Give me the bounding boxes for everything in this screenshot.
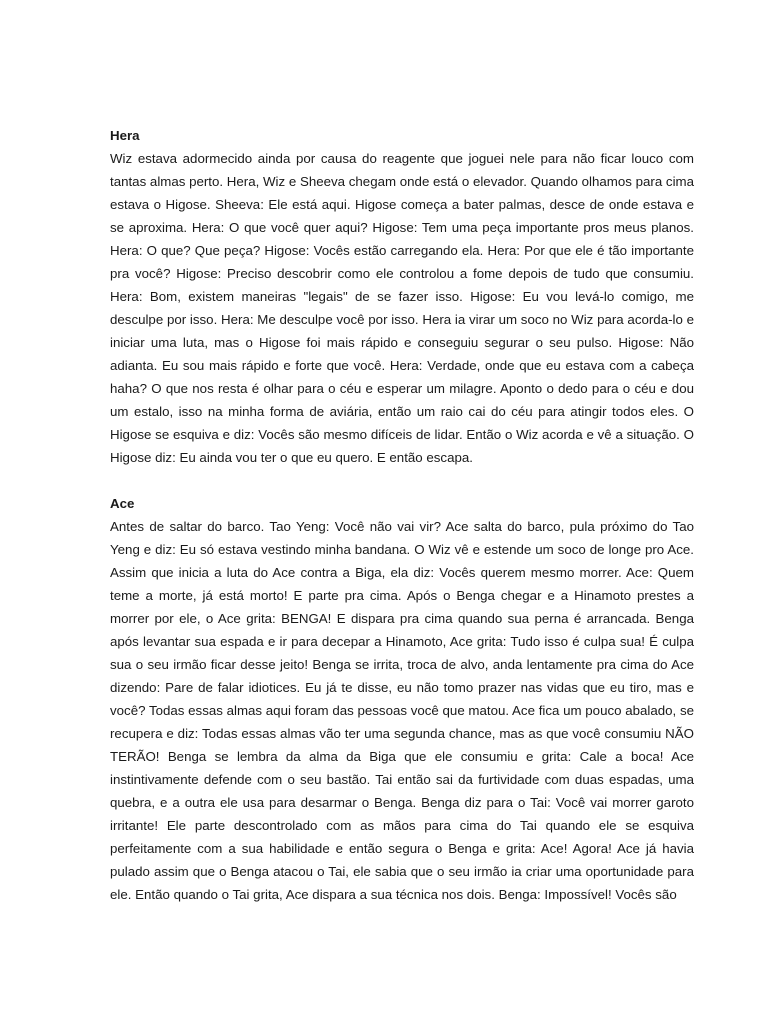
section-ace	[110, 492, 694, 906]
section-hera	[110, 124, 694, 469]
section-body-ace: Antes de saltar do barco. Tao Yeng: Você não vai vir? Ace salta do barco, pula próximo do Tao Yeng e diz: Eu só estava vestindo minha bandana. O Wiz vê e estende um soco de longe pro Ace. Assim que inicia a luta do Ace contra a Biga, ela diz: Vocês querem mesmo morrer. Ace: Quem teme a morte, já está morto! E parte pra cima. Após o Benga chegar e a Hinamoto prestes a morrer por ele, o Ace grita: BENGA! E dispara pra cima quando sua perna é arrancada. Benga após levantar sua espada e ir para decepar a Hinamoto, Ace grita: Tudo isso é culpa sua! É culpa sua o seu irmão ficar desse jeito! Benga se irrita, troca de alvo, anda lentamente pra cima do Ace dizendo: Pare de falar idiotices. Eu já te disse, eu não tomo prazer nas vidas que eu tiro, mas e você? Todas essas almas aqui foram das pessoas você que matou. Ace fica um pouco abalado, se recupera e diz: Todas essas almas vão ter uma segunda chance, mas as que você consumiu NÃO TERÃO! Benga se lembra da alma da Biga que ele consumiu e grita: Cale a boca! Ace instintivamente defende com o seu bastão. Tai então sai da furtividade com duas espadas, uma quebra, e a outra ele usa para desarmar o Benga. Benga diz para o Tai: Você vai morrer garoto irritante! Ele parte descontrolado com as mãos para cima do Tai quando ele se esquiva perfeitamente com a sua habilidade e então segura o Benga e grita: Ace! Agora! Ace já havia pulado assim que o Benga atacou o Tai, ele sabia que o seu irmão ia criar uma oportunidade para ele. Então quando o Tai grita, Ace dispara a sua técnica nos dois. Benga: Impossível! Vocês são	[110, 519, 694, 902]
section-body-hera: Wiz estava adormecido ainda por causa do reagente que joguei nele para não ficar louco com tantas almas perto. Hera, Wiz e Sheeva chegam onde está o elevador. Quando olhamos para cima estava o Higose. Sheeva: Ele está aqui. Higose começa a bater palmas, desce de onde estava e se aproxima. Hera: O que você quer aqui? Higose: Tem uma peça importante pros meus planos. Hera: O que? Que peça? Higose: Vocês estão carregando ela. Hera: Por que ele é tão importante pra você? Higose: Preciso descobrir como ele controlou a fome depois de tudo que consumiu. Hera: Bom, existem maneiras "legais" de se fazer isso. Higose: Eu vou levá-lo comigo, me desculpe por isso. Hera: Me desculpe você por isso. Hera ia virar um soco no Wiz para acorda-lo e iniciar uma luta, mas o Higose foi mais rápido e conseguiu segurar o seu pulso. Higose: Não adianta. Eu sou mais rápido e forte que você. Hera: Verdade, onde que eu estava com a cabeça haha? O que nos resta é olhar para o céu e esperar um milagre. Aponto o dedo para o céu e dou um estalo, isso na minha forma de aviária, então um raio cai do céu para atingir todos eles. O Higose se esquiva e diz: Vocês são mesmo difíceis de lidar. Então o Wiz acorda e vê a situação. O Higose diz: Eu ainda vou ter o que eu quero. E então escapa.	[110, 151, 694, 465]
section-title-ace: Ace	[110, 496, 135, 511]
section-title-hera: Hera	[110, 128, 140, 143]
document-page	[110, 124, 694, 906]
